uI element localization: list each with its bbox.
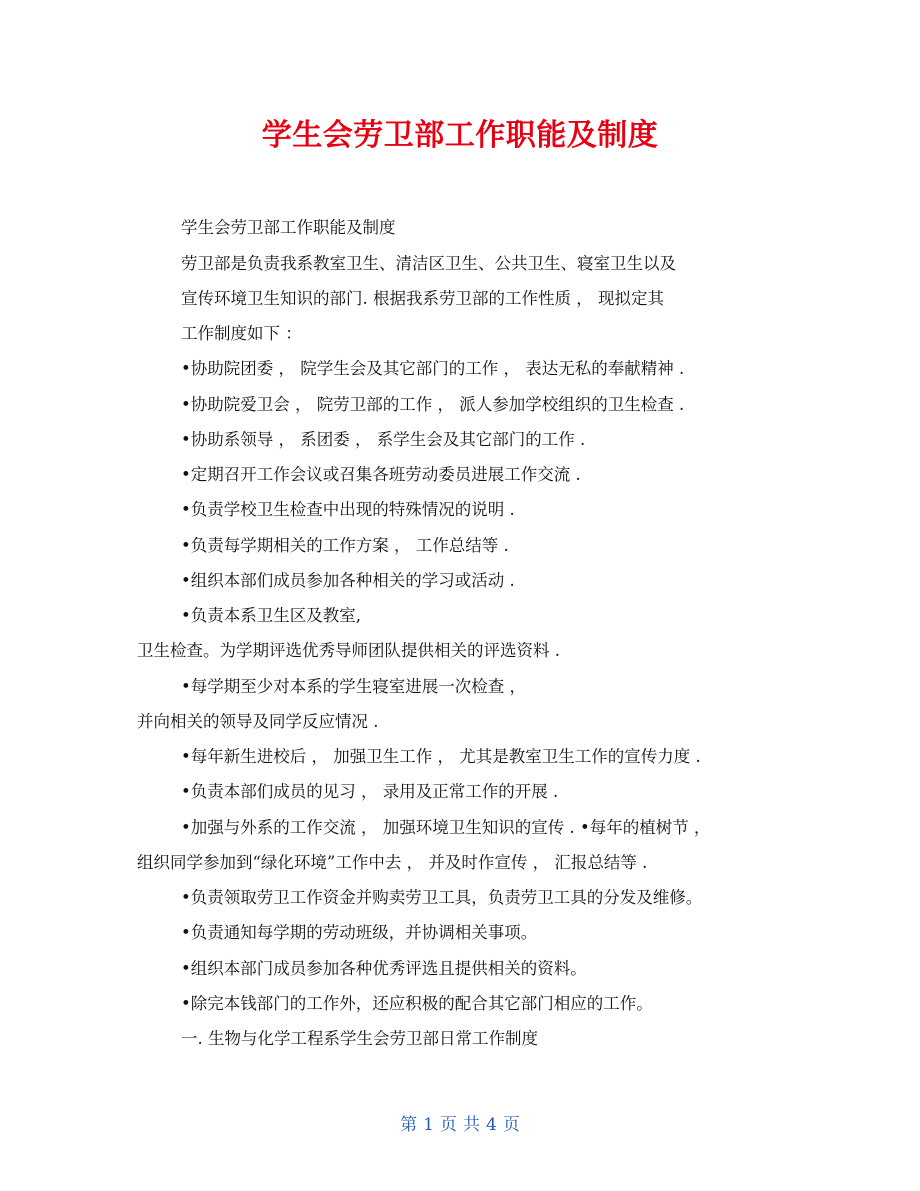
list-item: •负责通知每学期的劳动班级，并协调相关事项。 xyxy=(181,923,538,942)
document-title: 学生会劳卫部工作职能及制度 xyxy=(261,118,659,153)
list-item: •组织本部门成员参加各种优秀评选且提供相关的资料。 xyxy=(181,959,587,978)
list-item: •每学期至少对本系的学生寝室进展一次检查 ， xyxy=(181,677,526,696)
list-item: •组织本部们成员参加各种相关的学习或活动 . xyxy=(181,571,515,590)
footer-page-unit: 页 xyxy=(440,1115,457,1135)
list-item: •协助院团委 ， 院学生会及其它部门的工作 ， 表达无私的奉献精神 . xyxy=(181,359,685,378)
paragraph-line: 卫生检查。为学期评选优秀导师团队提供相关的评选资料 . xyxy=(137,641,560,660)
paragraph-line: 学生会劳卫部工作职能及制度 xyxy=(181,218,396,237)
footer-total-label: 共 xyxy=(463,1115,480,1135)
footer-page-label: 第 xyxy=(400,1115,418,1135)
list-item: •负责本部们成员的见习 ， 录用及正常工作的开展 . xyxy=(181,782,559,801)
footer-page-unit-2: 页 xyxy=(502,1115,520,1135)
list-item: •每年新生进校后 ， 加强卫生工作 ， 尤其是教室卫生工作的宣传力度 . xyxy=(181,747,701,766)
footer-total-pages: 4 xyxy=(486,1115,497,1135)
list-item: •协助系领导 ， 系团委 ， 系学生会及其它部门的工作 . xyxy=(181,430,586,449)
footer-current-page: 1 xyxy=(423,1115,434,1135)
paragraph-line: 组织同学参加到“绿化环境”工作中去 ， 并及时作宣传 ， 汇报总结等 . xyxy=(137,853,648,872)
list-item: •除完本钱部门的工作外，还应积极的配合其它部门相应的工作。 xyxy=(181,994,653,1013)
paragraph-line: 宣传环境卫生知识的部门. 根据我系劳卫部的工作性质 ， 现拟定其 xyxy=(181,289,664,308)
list-item: •负责每学期相关的工作方案 ， 工作总结等 . xyxy=(181,536,509,555)
list-item: •定期召开工作会议或召集各班劳动委员进展工作交流 . xyxy=(181,465,581,484)
section-heading: 一. 生物与化学工程系学生会劳卫部日常工作制度 xyxy=(181,1029,538,1048)
paragraph-line: 并向相关的领导及同学反应情况 . xyxy=(137,712,379,731)
list-item: •负责学校卫生检查中出现的特殊情况的说明 . xyxy=(181,500,515,519)
paragraph-line: 劳卫部是负责我系教室卫生、清洁区卫生、公共卫生、寝室卫生以及 xyxy=(181,254,676,273)
list-item: •加强与外系的工作交流 ， 加强环境卫生知识的宣传 . •每年的植树节 ， xyxy=(181,818,711,837)
paragraph-line: 工作制度如下 ： xyxy=(181,324,302,343)
list-item: •协助院爱卫会 ， 院劳卫部的工作 ， 派人参加学校组织的卫生检查 . xyxy=(181,395,685,414)
list-item: •负责本系卫生区及教室, xyxy=(181,606,361,625)
page-footer xyxy=(0,1112,920,1138)
list-item: •负责领取劳卫工作资金并购卖劳卫工具，负责劳卫工具的分发及维修。 xyxy=(181,888,703,907)
